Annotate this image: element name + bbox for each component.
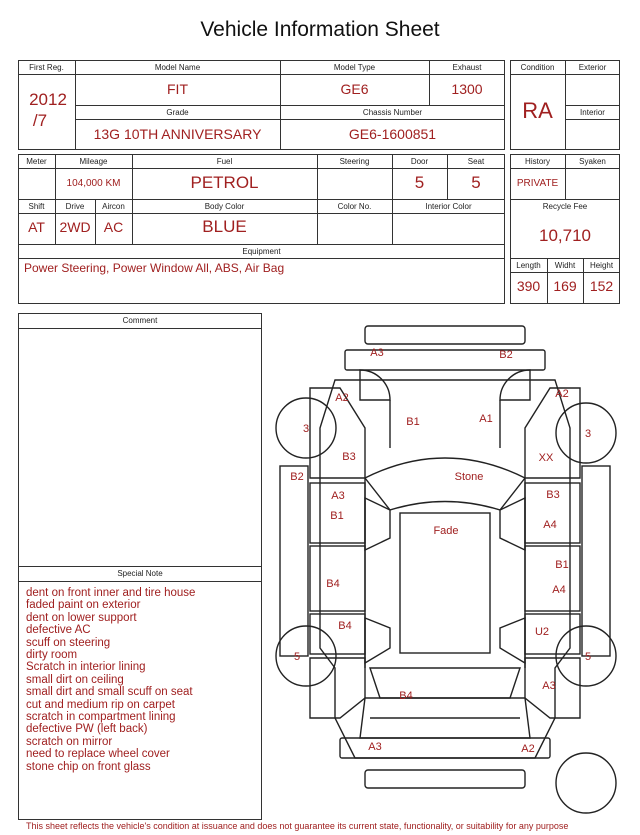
equipment-value: Power Steering, Power Window All, ABS, Air Bag (24, 261, 285, 275)
windshield (365, 458, 525, 510)
diagram-mark: 3 (584, 428, 592, 440)
door-value: 5 (414, 173, 425, 192)
exterior-label: Exterior (578, 63, 607, 72)
comment-label: Comment (122, 316, 158, 325)
length-label: Length (516, 261, 541, 270)
height-value: 152 (589, 278, 614, 294)
diagram-mark: B1 (555, 559, 569, 571)
sheet-title: Vehicle Information Sheet (200, 18, 440, 41)
model-type-label: Model Type (333, 63, 376, 72)
diagram-mark: A3 (370, 347, 384, 359)
diagram-mark: Fade (433, 525, 459, 537)
special-note-list (26, 587, 195, 773)
diagram-mark: A2 (521, 743, 535, 755)
history-label: History (525, 157, 550, 166)
special-note-line: scratch on mirror (26, 735, 113, 748)
first-reg-month: /7 (32, 111, 48, 130)
front-bumper-outline (365, 326, 525, 344)
diagram-mark: Stone (454, 471, 484, 483)
width-label: Widht (554, 261, 576, 270)
diagram-mark: B4 (399, 690, 413, 702)
rear-bumper-outline (365, 770, 525, 788)
car-damage-diagram (270, 318, 620, 818)
special-note-label: Special Note (117, 569, 163, 578)
rear-window (370, 668, 520, 698)
special-note-line: small dirt and small scuff on seat (26, 686, 193, 699)
model-name-label: Model Name (154, 63, 201, 72)
diagram-mark: A2 (555, 388, 569, 400)
diagram-mark: B1 (330, 510, 344, 522)
special-note-line: dirty room (26, 649, 78, 662)
diagram-mark: U2 (534, 626, 550, 638)
disclaimer-footer: This sheet reflects the vehicle's condition at issuance and does not guarantee its current state, functionality, or suitability for any purpose (26, 821, 569, 831)
length-value: 390 (516, 278, 541, 294)
diagram-mark: B3 (342, 451, 356, 463)
first-reg-year: 2012 (29, 90, 67, 109)
exhaust-label: Exhaust (452, 63, 482, 72)
mileage-label: Mileage (79, 157, 108, 166)
fuel-value: PETROL (190, 173, 259, 192)
seat-label: Seat (467, 157, 485, 166)
special-note-line: small dirt on ceiling (26, 673, 124, 686)
equipment-label: Equipment (242, 247, 281, 256)
diagram-mark: B4 (338, 620, 352, 632)
grade-value: 13G 10TH ANNIVERSARY (93, 126, 262, 142)
special-note-line: cut and medium rip on carpet (26, 698, 175, 711)
shift-value: AT (28, 219, 45, 235)
chassis-label: Chassis Number (362, 108, 423, 117)
width-value: 169 (553, 278, 577, 294)
drive-value: 2WD (59, 219, 91, 235)
diagram-mark: XX (538, 452, 554, 464)
recycle-fee-label: Recycle Fee (542, 202, 588, 211)
diagram-mark: 3 (302, 423, 310, 435)
diagram-mark: B3 (546, 489, 560, 501)
special-note-line: Scratch in interior lining (26, 661, 146, 674)
aircon-value: AC (103, 219, 124, 235)
shift-label: Shift (28, 202, 45, 211)
exhaust-value: 1300 (451, 81, 483, 97)
condition-label: Condition (520, 63, 555, 72)
model-name-value: FIT (167, 81, 188, 97)
color-no-label: Color No. (337, 202, 372, 211)
special-note-line: dent on lower support (26, 611, 137, 624)
diagram-mark: A4 (552, 584, 566, 596)
first-reg-label: First Reg. (29, 63, 64, 72)
mileage-value: 104,000 KM (66, 178, 121, 189)
diagram-mark: B1 (406, 416, 420, 428)
right-headlamp (500, 370, 530, 400)
steering-label: Steering (339, 157, 370, 166)
drive-label: Drive (65, 202, 85, 211)
meter-label: Meter (26, 157, 47, 166)
chassis-value: GE6-1600851 (348, 126, 437, 142)
special-note-line: stone chip on front glass (26, 760, 151, 773)
diagram-mark: A4 (543, 519, 557, 531)
fuel-label: Fuel (216, 157, 233, 166)
diagram-mark: A3 (331, 490, 345, 502)
door-label: Door (410, 157, 429, 166)
height-label: Height (589, 261, 614, 270)
diagram-mark: B2 (499, 349, 513, 361)
special-note-line: dent on front inner and tire house (26, 587, 196, 599)
seat-value: 5 (471, 173, 481, 192)
model-type-value: GE6 (340, 81, 369, 97)
special-note-line: defective AC (26, 624, 91, 637)
special-note-line: need to replace wheel cover (26, 748, 170, 761)
diagram-mark: B2 (290, 471, 304, 483)
diagram-mark: B4 (326, 578, 340, 590)
body-color-label: Body Color (204, 202, 245, 211)
special-note-line: faded paint on exterior (26, 599, 141, 612)
car-body-outline (320, 380, 570, 758)
history-value: PRIVATE (516, 178, 559, 189)
diagram-mark: A3 (368, 741, 382, 753)
diagram-mark: 5 (293, 651, 301, 663)
diagram-mark: A2 (335, 392, 349, 404)
special-note-line: defective PW (left back) (26, 723, 148, 736)
left-headlamp (360, 370, 390, 400)
diagram-mark: A3 (542, 680, 556, 692)
spare-wheel (556, 753, 616, 813)
condition-value: RA (522, 98, 553, 123)
diagram-mark: 5 (584, 651, 592, 663)
body-color-value: BLUE (202, 217, 247, 236)
interior-color-label: Interior Color (425, 202, 472, 211)
grade-label: Grade (166, 108, 189, 117)
special-note-line: scuff on steering (26, 636, 111, 649)
recycle-fee-value: 10,710 (539, 226, 591, 245)
aircon-label: Aircon (102, 202, 125, 211)
diagram-mark: A1 (479, 413, 493, 425)
interior-label: Interior (580, 108, 605, 117)
syaken-label: Syaken (579, 157, 606, 166)
special-note-line: scratch in compartment lining (26, 711, 176, 724)
